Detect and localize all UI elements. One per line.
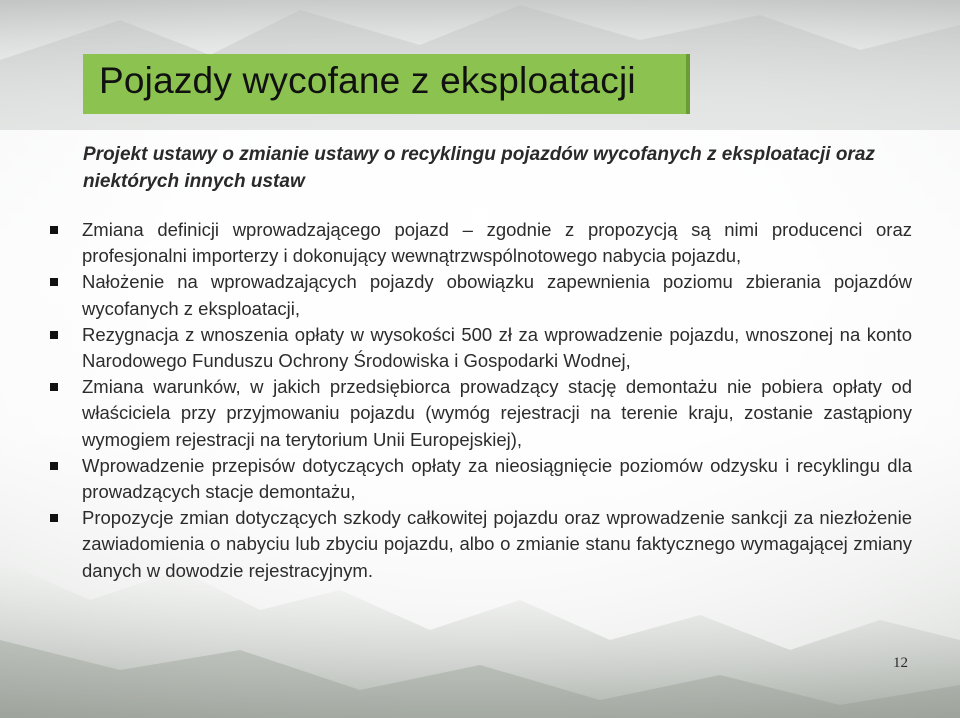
square-bullet-icon	[50, 383, 58, 391]
square-bullet-icon	[50, 462, 58, 470]
bullet-list	[82, 217, 912, 584]
bullet-item	[82, 217, 912, 269]
bullet-text: Propozycje zmian dotyczących szkody całkowitej pojazdu oraz wprowadzenie sankcji za niezłożenie zawiadomienia o nabyciu lub zbyciu pojazdu, albo o zmianie stanu faktycznego wymagającej zmiany danych w dowodzie rejestracyjnym.	[82, 507, 912, 581]
square-bullet-icon	[50, 514, 58, 522]
bullet-item	[82, 322, 912, 374]
bullet-text: Rezygnacja z wnoszenia opłaty w wysokości 500 zł za wprowadzenie pojazdu, wnoszonej na konto Narodowego Funduszu Ochrony Środowiska i Gospodarki Wodnej,	[82, 323, 912, 372]
square-bullet-icon	[50, 331, 58, 339]
slide-title: Pojazdy wycofane z eksploatacji	[99, 60, 636, 101]
bullet-text: Zmiana warunków, w jakich przedsiębiorca prowadzący stację demontażu nie pobiera opłaty od właściciela przy przyjmowaniu pojazdu (wymóg rejestracji na terenie kraju, zostanie zastąpiony wymogiem rejestracji na terytorium Unii Europejskiej),	[82, 376, 912, 450]
slide-subtitle: Projekt ustawy o zmianie ustawy o recyklingu pojazdów wycofanych z eksploatacji oraz niektórych innych ustaw	[83, 144, 875, 192]
bullet-text: Nałożenie na wprowadzających pojazdy obowiązku zapewnienia poziomu zbierania pojazdów wycofanych z eksploatacji,	[82, 271, 912, 319]
bullet-item	[82, 269, 912, 321]
bullet-item	[82, 505, 912, 584]
square-bullet-icon	[50, 226, 58, 234]
bullet-item	[82, 453, 912, 505]
bullet-text: Wprowadzenie przepisów dotyczących opłaty za nieosiągnięcie poziomów odzysku i recyklingu dla prowadzących stacje demontażu,	[82, 454, 912, 503]
page-number: 12	[893, 655, 908, 671]
bullet-item	[82, 374, 912, 453]
bullet-text: Zmiana definicji wprowadzającego pojazd – zgodnie z propozycją są nimi producenci oraz profesjonalni importerzy i dokonujący wewnątrzwspólnotowego nabycia pojazdu,	[82, 219, 912, 267]
square-bullet-icon	[50, 278, 58, 286]
